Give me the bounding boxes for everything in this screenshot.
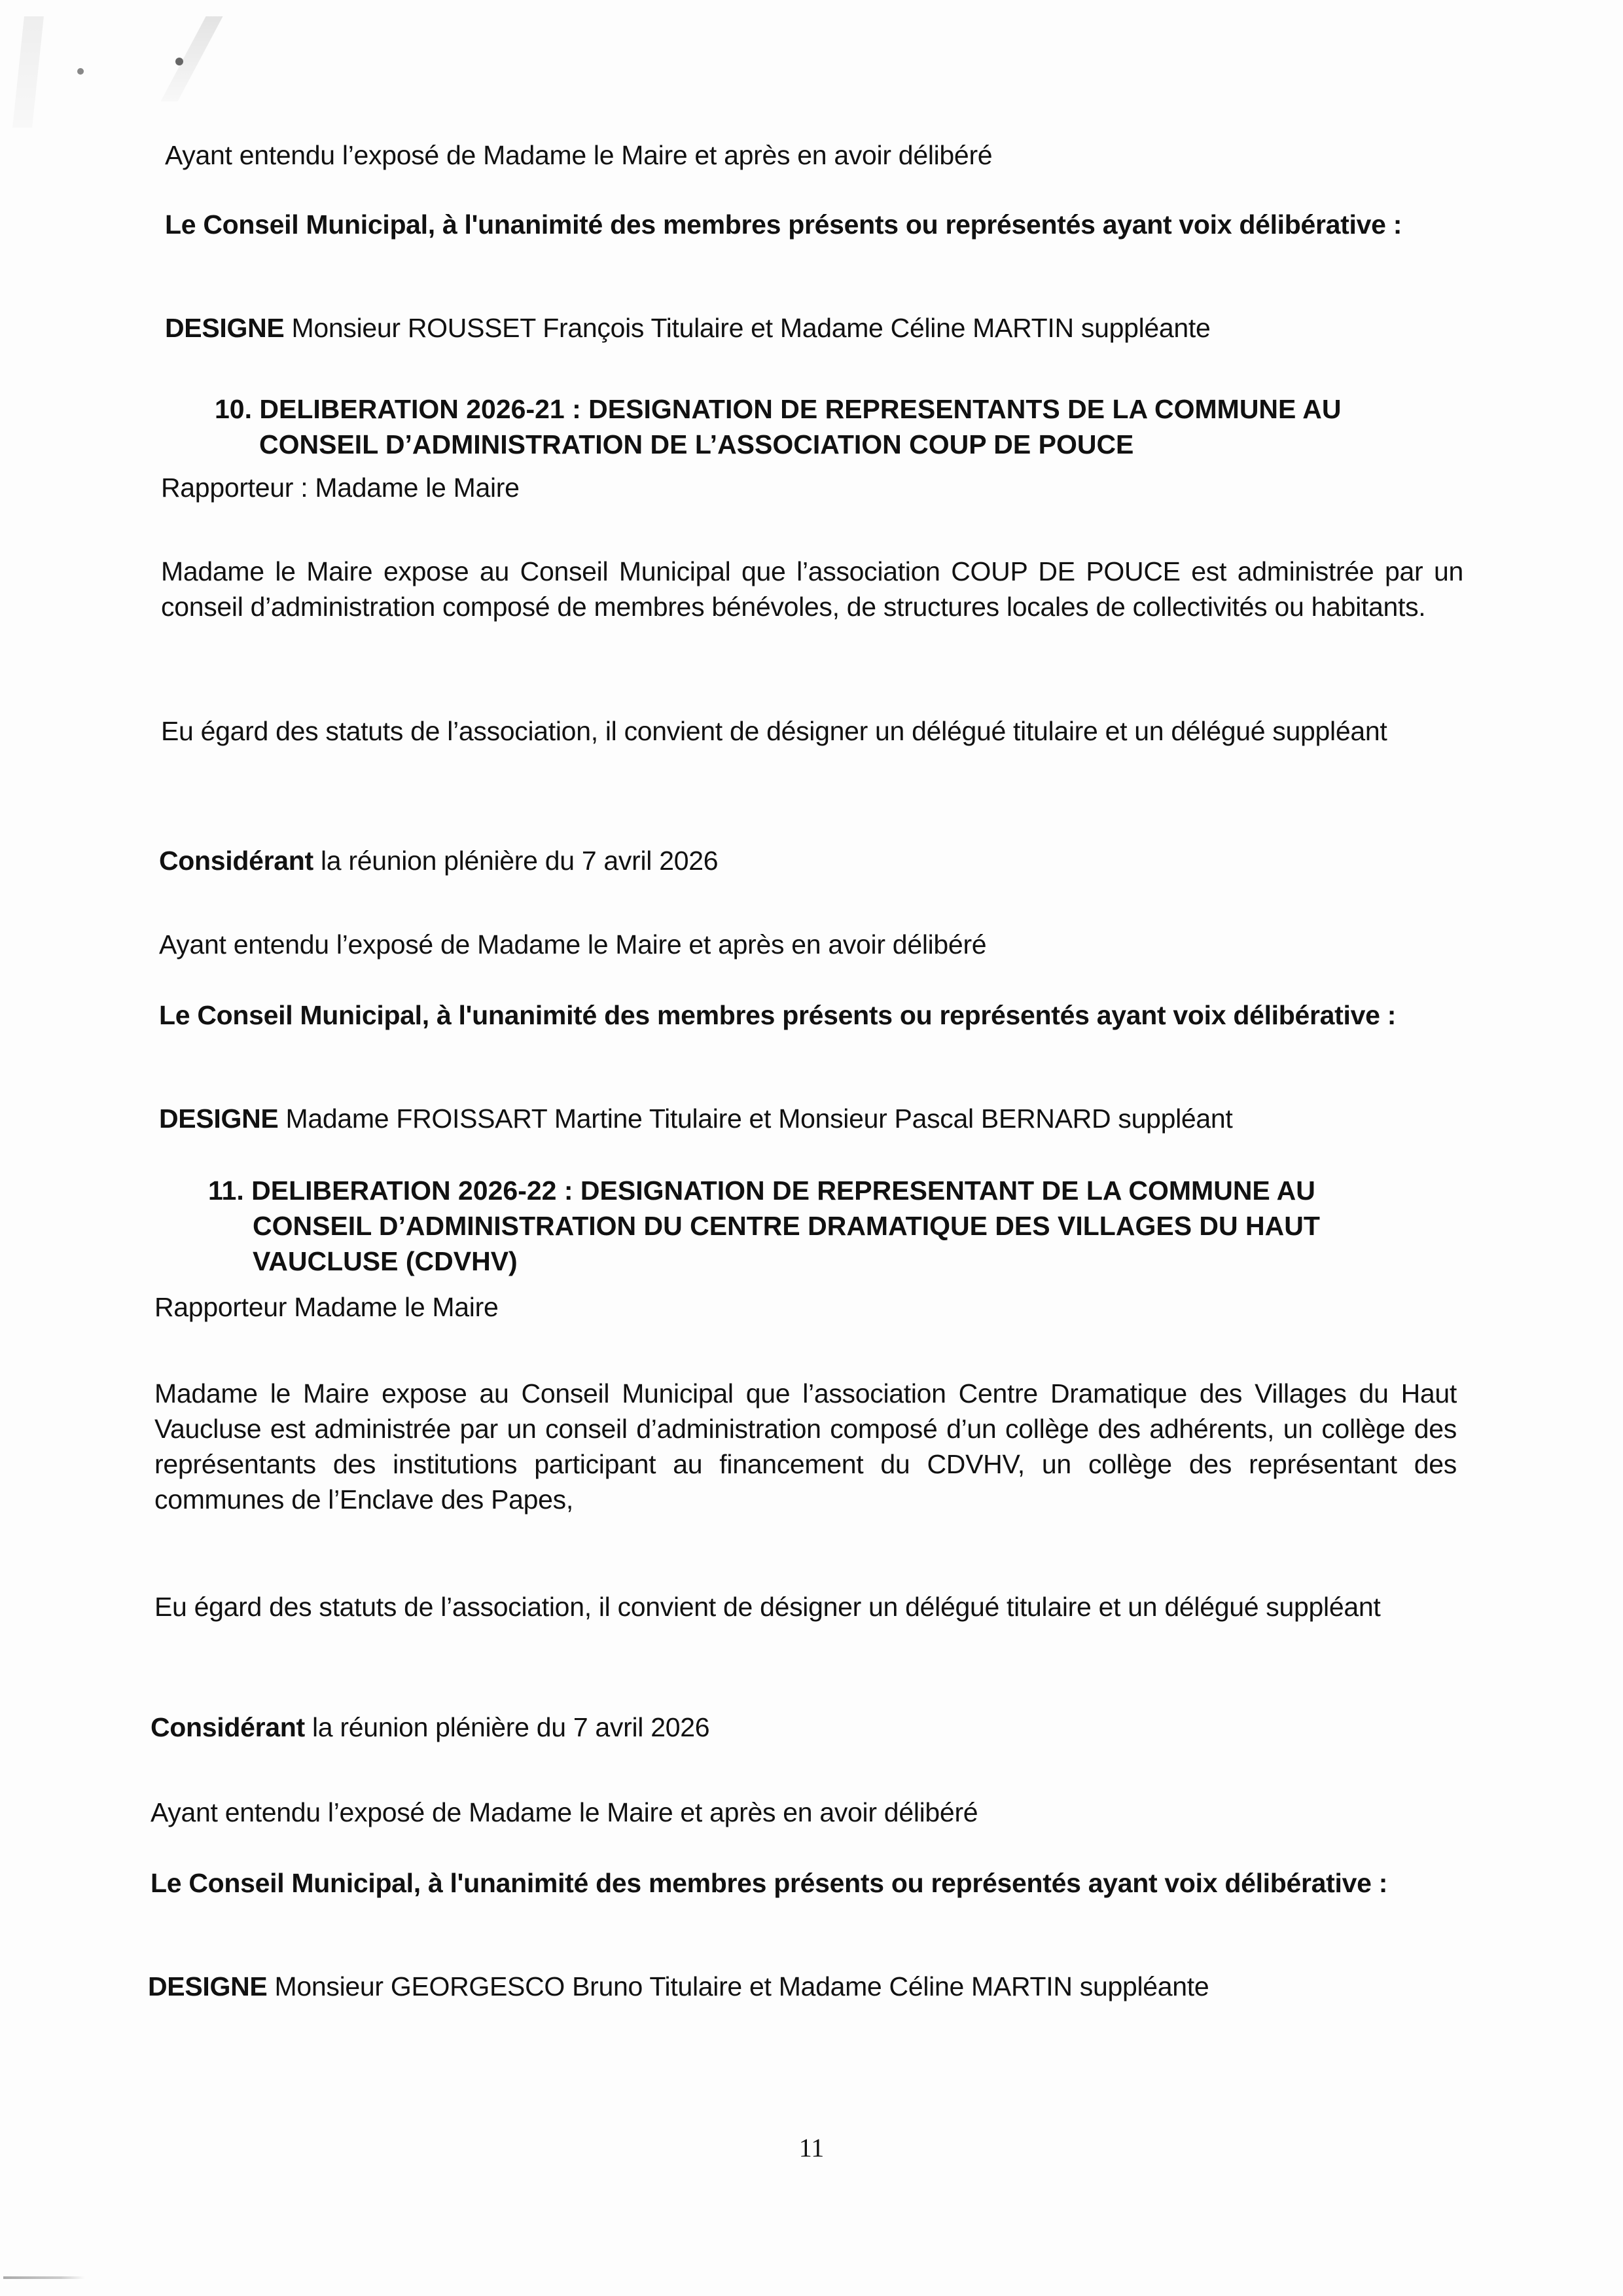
rapporteur: Rapporteur Madame le Maire xyxy=(154,1292,499,1322)
section-number: 11. xyxy=(208,1175,244,1206)
council-vote-statement: Le Conseil Municipal, à l'unanimité des membres présents ou représentés ayant voix délibérative : xyxy=(151,1868,1388,1898)
considerant-statement xyxy=(159,843,1206,878)
expose-paragraph: Madame le Maire expose au Conseil Municipal que l’association Centre Dramatique des Villages du Haut Vaucluse est administrée par un conseil d’administration composé d’un collège des adhérents, un collège des représentants des institutions participant au financement du CDVHV, un collège des représentant des communes de l’Enclave des Papes, xyxy=(154,1378,1457,1515)
considerant-text: la réunion plénière du 7 avril 2026 xyxy=(304,1712,710,1742)
section-title-line: DELIBERATION 2026-22 : DESIGNATION DE REPRESENTANT DE LA COMMUNE AU xyxy=(251,1175,1315,1206)
scan-artifact xyxy=(3,2276,85,2279)
section-title-line: CONSEIL D’ADMINISTRATION DE L’ASSOCIATION COUP DE POUCE xyxy=(259,429,1134,459)
considerant-keyword: Considérant xyxy=(151,1712,305,1742)
considerant-text: la réunion plénière du 7 avril 2026 xyxy=(313,846,719,876)
designation-statement xyxy=(148,1969,1450,2004)
designation-text: Monsieur GEORGESCO Bruno Titulaire et Madame Céline MARTIN suppléante xyxy=(267,1971,1209,2001)
designation-keyword: DESIGNE xyxy=(165,313,285,343)
heard-statement: Ayant entendu l’exposé de Madame le Maire et après en avoir délibéré xyxy=(151,1797,978,1827)
scan-artifact xyxy=(12,16,44,128)
scan-artifact xyxy=(77,68,84,75)
section-number: 10. xyxy=(215,394,252,424)
designation-text: Monsieur ROUSSET François Titulaire et Madame Céline MARTIN suppléante xyxy=(284,313,1211,343)
designation-statement xyxy=(165,310,1467,346)
scan-artifact xyxy=(175,58,183,65)
council-vote-statement: Le Conseil Municipal, à l'unanimité des membres présents ou représentés ayant voix délibérative : xyxy=(159,1000,1397,1030)
section-title-line: VAUCLUSE (CDVHV) xyxy=(253,1246,518,1276)
scan-artifact xyxy=(160,16,223,101)
considerant-statement xyxy=(151,1710,1198,1745)
heard-statement: Ayant entendu l’exposé de Madame le Maire et après en avoir délibéré xyxy=(165,140,993,170)
designation-statement xyxy=(159,1101,1461,1136)
rapporteur: Rapporteur : Madame le Maire xyxy=(161,473,520,503)
designation-keyword: DESIGNE xyxy=(148,1971,268,2001)
heard-statement: Ayant entendu l’exposé de Madame le Maire et après en avoir délibéré xyxy=(159,929,987,960)
section-heading xyxy=(215,391,1458,462)
statuts-paragraph: Eu égard des statuts de l’association, il convient de désigner un délégué titulaire et un délégué suppléant xyxy=(154,1592,1381,1622)
statuts-paragraph: Eu égard des statuts de l’association, il convient de désigner un délégué titulaire et un délégué suppléant xyxy=(161,716,1387,746)
designation-text: Madame FROISSART Martine Titulaire et Monsieur Pascal BERNARD suppléant xyxy=(278,1103,1233,1134)
designation-keyword: DESIGNE xyxy=(159,1103,279,1134)
page-number: 11 xyxy=(798,2133,825,2162)
council-vote-statement: Le Conseil Municipal, à l'unanimité des membres présents ou représentés ayant voix délibérative : xyxy=(165,209,1402,240)
considerant-keyword: Considérant xyxy=(159,846,313,876)
section-title-line: DELIBERATION 2026-21 : DESIGNATION DE REPRESENTANTS DE LA COMMUNE AU xyxy=(259,394,1342,424)
section-title-line: CONSEIL D’ADMINISTRATION DU CENTRE DRAMATIQUE DES VILLAGES DU HAUT xyxy=(253,1211,1320,1241)
section-heading xyxy=(208,1173,1465,1279)
expose-paragraph: Madame le Maire expose au Conseil Municipal que l’association COUP DE POUCE est administrée par un conseil d’administration composé de membres bénévoles, de structures locales de collectivités ou habitants. xyxy=(161,556,1463,622)
